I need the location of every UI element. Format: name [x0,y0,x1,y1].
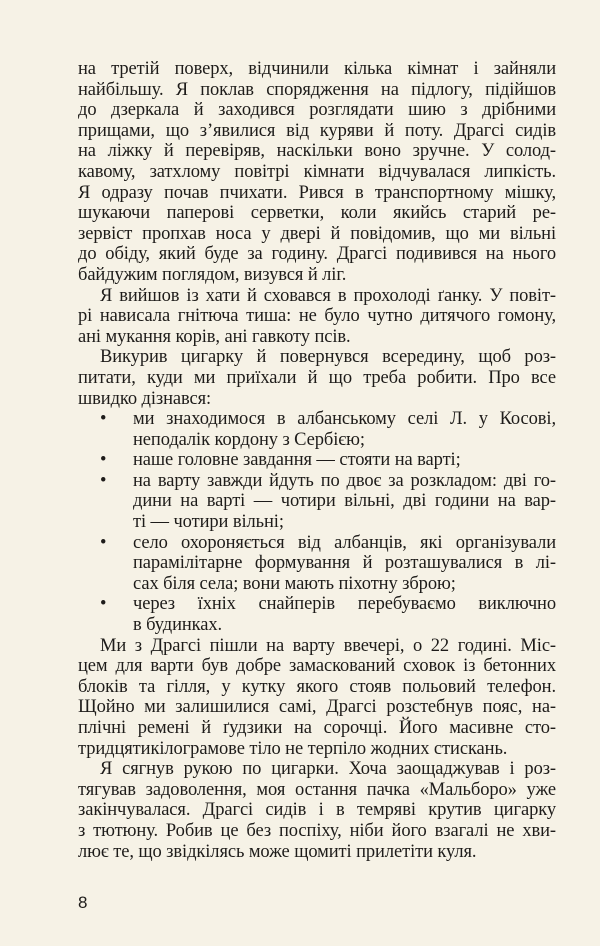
text-line: дини на варті — чотири вільні, дві години на вар- [133,491,556,512]
bullet-item [78,533,556,595]
text-line: неподалік кордону з Сербією; [133,429,365,450]
text-line: байдужим поглядом, визувся й ліг. [78,264,347,285]
text-line: село охороняється від албанців, які організували [133,532,556,553]
bullet-icon: • [100,532,107,553]
text-line: закінчувалася. Драгсі сидів і в темряві крутив цигарку [78,800,556,821]
bullet-item [78,471,556,533]
text-line: ми знаходимося в албанському селі Л. у Косові, [133,409,556,430]
text-line: Я сягнув рукою по цигарки. Хоча заощаджував і роз- [100,759,556,780]
text-line: цем для варти був добре замаскований сховок із бетонних [78,656,556,677]
text-line: на варту завжди йдуть по двоє за розкладом: дві го- [133,470,556,491]
bullet-icon: • [100,594,107,615]
bullet-item [78,450,556,471]
paragraph [78,636,556,760]
bullet-icon: • [100,409,107,430]
bullet-item [78,594,556,635]
bullet-icon: • [100,470,107,491]
page-body-text [78,59,556,862]
text-line: лює те, що звідкілясь може щомиті прилетіти куля. [78,841,477,862]
text-line: тягував задоволення, моя остання пачка «Мальборо» уже [78,779,556,800]
paragraph [78,759,556,862]
paragraph [78,347,556,409]
text-line: прищами, що з’явилися від куряви й поту. Драгсі сидів [78,120,556,141]
bullet-item [78,409,556,450]
page-number: 8 [78,893,88,912]
text-line: кавому, затхлому повітрі кімнати відчувалася липкість. [78,161,556,182]
text-line: наше головне завдання — стояти на варті; [133,450,461,471]
text-line: ані мукання корів, ані гавкоту псів. [78,326,351,347]
text-line: через їхніх снайперів перебуваємо виключно [133,594,556,615]
text-line: Я одразу почав пчихати. Рився в транспортному мішку, [78,182,556,203]
text-line: з тютюну. Робив це без поспіху, ніби його взагалі не хви- [78,820,556,841]
text-line: на третій поверх, відчинили кілька кімнат і зайняли [78,59,556,79]
text-line: Викурив цигарку й повернувся всередину, щоб роз- [100,347,556,368]
text-line: шукаючи паперові серветки, коли якийсь старий ре- [78,203,556,224]
text-line: Ми з Драгсі пішли на варту ввечері, о 22 годині. Міс- [100,635,556,656]
text-line: в будинках. [133,615,223,636]
text-line: парамілітарне формування й розташувалися в лі- [133,553,556,574]
text-line: Щойно ми залишилися самі, Драгсі розстебнув пояс, на- [78,697,556,718]
text-line: сах біля села; вони мають піхотну зброю; [133,573,456,594]
text-line: блоків та гілля, у кутку якого стояв польовий телефон. [78,676,556,697]
paragraph [78,286,556,348]
text-line: питати, куди ми приїхали й що треба робити. Про все [78,367,556,388]
text-line: найбільшу. Я поклав спорядження на підлогу, підійшов [78,79,556,100]
text-line: зервіст пропхав носа у двері й повідомив, що ми вільні [78,223,556,244]
text-line: рі нависала гнітюча тиша: не було чутно дитячого гомону, [78,306,556,327]
text-line: тридцятикілограмове тіло не терпіло жодних стискань. [78,738,508,759]
text-line: до дзеркала й заходився розглядати шию з дрібними [78,100,556,121]
text-line: до обіду, який буде за годину. Драгсі подивився на нього [78,244,556,265]
text-line: Я вийшов із хати й сховався в прохолоді ґанку. У повіт- [100,285,556,306]
paragraph [78,59,556,286]
text-line: швидко дізнався: [78,388,212,409]
text-line: ті — чотири вільні; [133,512,284,533]
text-line: плічні ремені й ґудзики на сорочці. Його масивне сто- [78,718,556,738]
bullet-icon: • [100,450,107,471]
text-line: на ліжку й перевіряв, наскільки воно зручне. У солод- [78,141,556,162]
